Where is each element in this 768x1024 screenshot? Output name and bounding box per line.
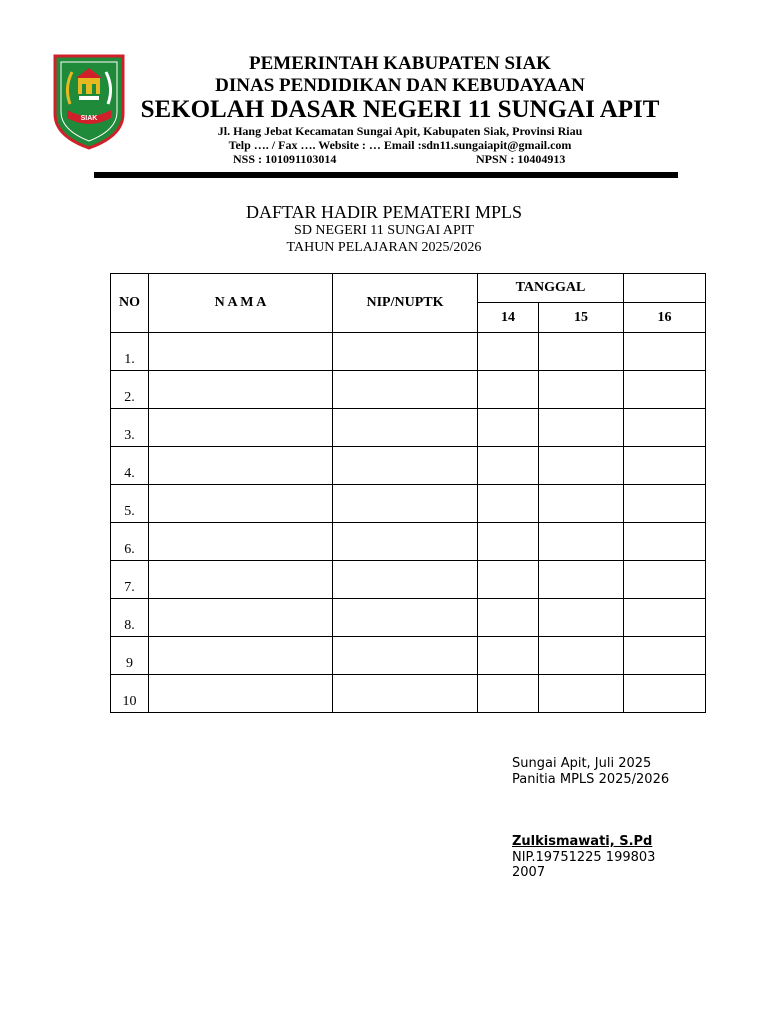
date-cell[interactable]: [624, 675, 706, 713]
date-cell[interactable]: [539, 637, 624, 675]
date-cell[interactable]: [539, 561, 624, 599]
date-cell[interactable]: [624, 409, 706, 447]
header-date-14: 14: [478, 303, 539, 333]
header-no: NO: [111, 274, 149, 333]
date-cell[interactable]: [478, 447, 539, 485]
nip-cell[interactable]: [333, 523, 478, 561]
signature-nip: NIP.19751225 199803: [512, 850, 656, 865]
row-number: 2.: [111, 371, 149, 409]
date-cell[interactable]: [539, 409, 624, 447]
date-cell[interactable]: [478, 409, 539, 447]
row-number: 8.: [111, 599, 149, 637]
table-row: [111, 371, 706, 409]
row-number: 3.: [111, 409, 149, 447]
table-row: [111, 333, 706, 371]
date-cell[interactable]: [624, 523, 706, 561]
table-row: [111, 599, 706, 637]
header-nip: NIP/NUPTK: [333, 274, 478, 333]
date-cell[interactable]: [624, 485, 706, 523]
school-address: Jl. Hang Jebat Kecamatan Sungai Apit, Kabupaten Siak, Provinsi Riau: [217, 124, 583, 138]
table-row: [111, 523, 706, 561]
row-number: 6.: [111, 523, 149, 561]
name-cell[interactable]: [149, 599, 333, 637]
date-cell[interactable]: [624, 371, 706, 409]
table-row: [111, 561, 706, 599]
date-cell[interactable]: [478, 371, 539, 409]
header-date-16: 16: [624, 303, 706, 333]
date-cell[interactable]: [624, 447, 706, 485]
npsn-number: NPSN : 10404913: [476, 152, 566, 166]
name-cell[interactable]: [149, 333, 333, 371]
nip-cell[interactable]: [333, 637, 478, 675]
table-row: [111, 485, 706, 523]
nip-cell[interactable]: [333, 561, 478, 599]
signature-role: Panitia MPLS 2025/2026: [512, 772, 670, 787]
row-number: 1.: [111, 333, 149, 371]
nip-cell[interactable]: [333, 485, 478, 523]
name-cell[interactable]: [149, 409, 333, 447]
table-row: [111, 637, 706, 675]
school-heading: SEKOLAH DASAR NEGERI 11 SUNGAI APIT: [140, 96, 660, 123]
table-row: [111, 409, 706, 447]
name-cell[interactable]: [149, 637, 333, 675]
department-heading: DINAS PENDIDIKAN DAN KEBUDAYAAN: [215, 75, 585, 96]
date-cell[interactable]: [539, 371, 624, 409]
date-cell[interactable]: [478, 675, 539, 713]
attendance-table: [110, 273, 706, 713]
header-divider: [94, 172, 678, 178]
school-contact: Telp …. / Fax …. Website : … Email :sdn11.sungaiapit@gmail.com: [228, 138, 572, 152]
name-cell[interactable]: [149, 371, 333, 409]
table-row: [111, 675, 706, 713]
name-cell[interactable]: [149, 485, 333, 523]
nip-cell[interactable]: [333, 409, 478, 447]
date-cell[interactable]: [539, 675, 624, 713]
date-cell[interactable]: [539, 447, 624, 485]
logo-text: SIAK: [80, 115, 98, 122]
date-cell[interactable]: [478, 523, 539, 561]
row-number: 10: [111, 675, 149, 713]
nip-cell[interactable]: [333, 371, 478, 409]
date-cell[interactable]: [624, 333, 706, 371]
header-date-15: 15: [539, 303, 624, 333]
date-cell[interactable]: [624, 599, 706, 637]
date-cell[interactable]: [539, 523, 624, 561]
date-cell[interactable]: [539, 485, 624, 523]
row-number: 7.: [111, 561, 149, 599]
name-cell[interactable]: [149, 523, 333, 561]
header-name: N A M A: [149, 274, 333, 333]
name-cell[interactable]: [149, 675, 333, 713]
date-cell[interactable]: [478, 561, 539, 599]
date-cell[interactable]: [478, 333, 539, 371]
name-cell[interactable]: [149, 447, 333, 485]
nss-number: NSS : 101091103014: [233, 152, 337, 166]
date-cell[interactable]: [624, 561, 706, 599]
date-cell[interactable]: [624, 637, 706, 675]
row-number: 9: [111, 637, 149, 675]
signature-nip-continued: 2007: [512, 865, 546, 880]
date-cell[interactable]: [478, 637, 539, 675]
header-date: TANGGAL: [478, 274, 624, 303]
nip-cell[interactable]: [333, 333, 478, 371]
name-cell[interactable]: [149, 561, 333, 599]
date-cell[interactable]: [539, 599, 624, 637]
date-cell[interactable]: [539, 333, 624, 371]
nip-cell[interactable]: [333, 599, 478, 637]
date-cell[interactable]: [478, 485, 539, 523]
table-row: [111, 447, 706, 485]
row-number: 5.: [111, 485, 149, 523]
document-school: SD NEGERI 11 SUNGAI APIT: [294, 223, 474, 238]
header-empty: [624, 274, 706, 303]
nip-cell[interactable]: [333, 447, 478, 485]
document-title: DAFTAR HADIR PEMATERI MPLS: [245, 202, 523, 222]
signature-place-date: Sungai Apit, Juli 2025: [512, 756, 652, 771]
signature-name: Zulkismawati, S.Pd: [512, 834, 653, 849]
row-number: 4.: [111, 447, 149, 485]
nip-cell[interactable]: [333, 675, 478, 713]
document-year: TAHUN PELAJARAN 2025/2026: [286, 240, 482, 255]
government-heading: PEMERINTAH KABUPATEN SIAK: [249, 53, 551, 74]
date-cell[interactable]: [478, 599, 539, 637]
